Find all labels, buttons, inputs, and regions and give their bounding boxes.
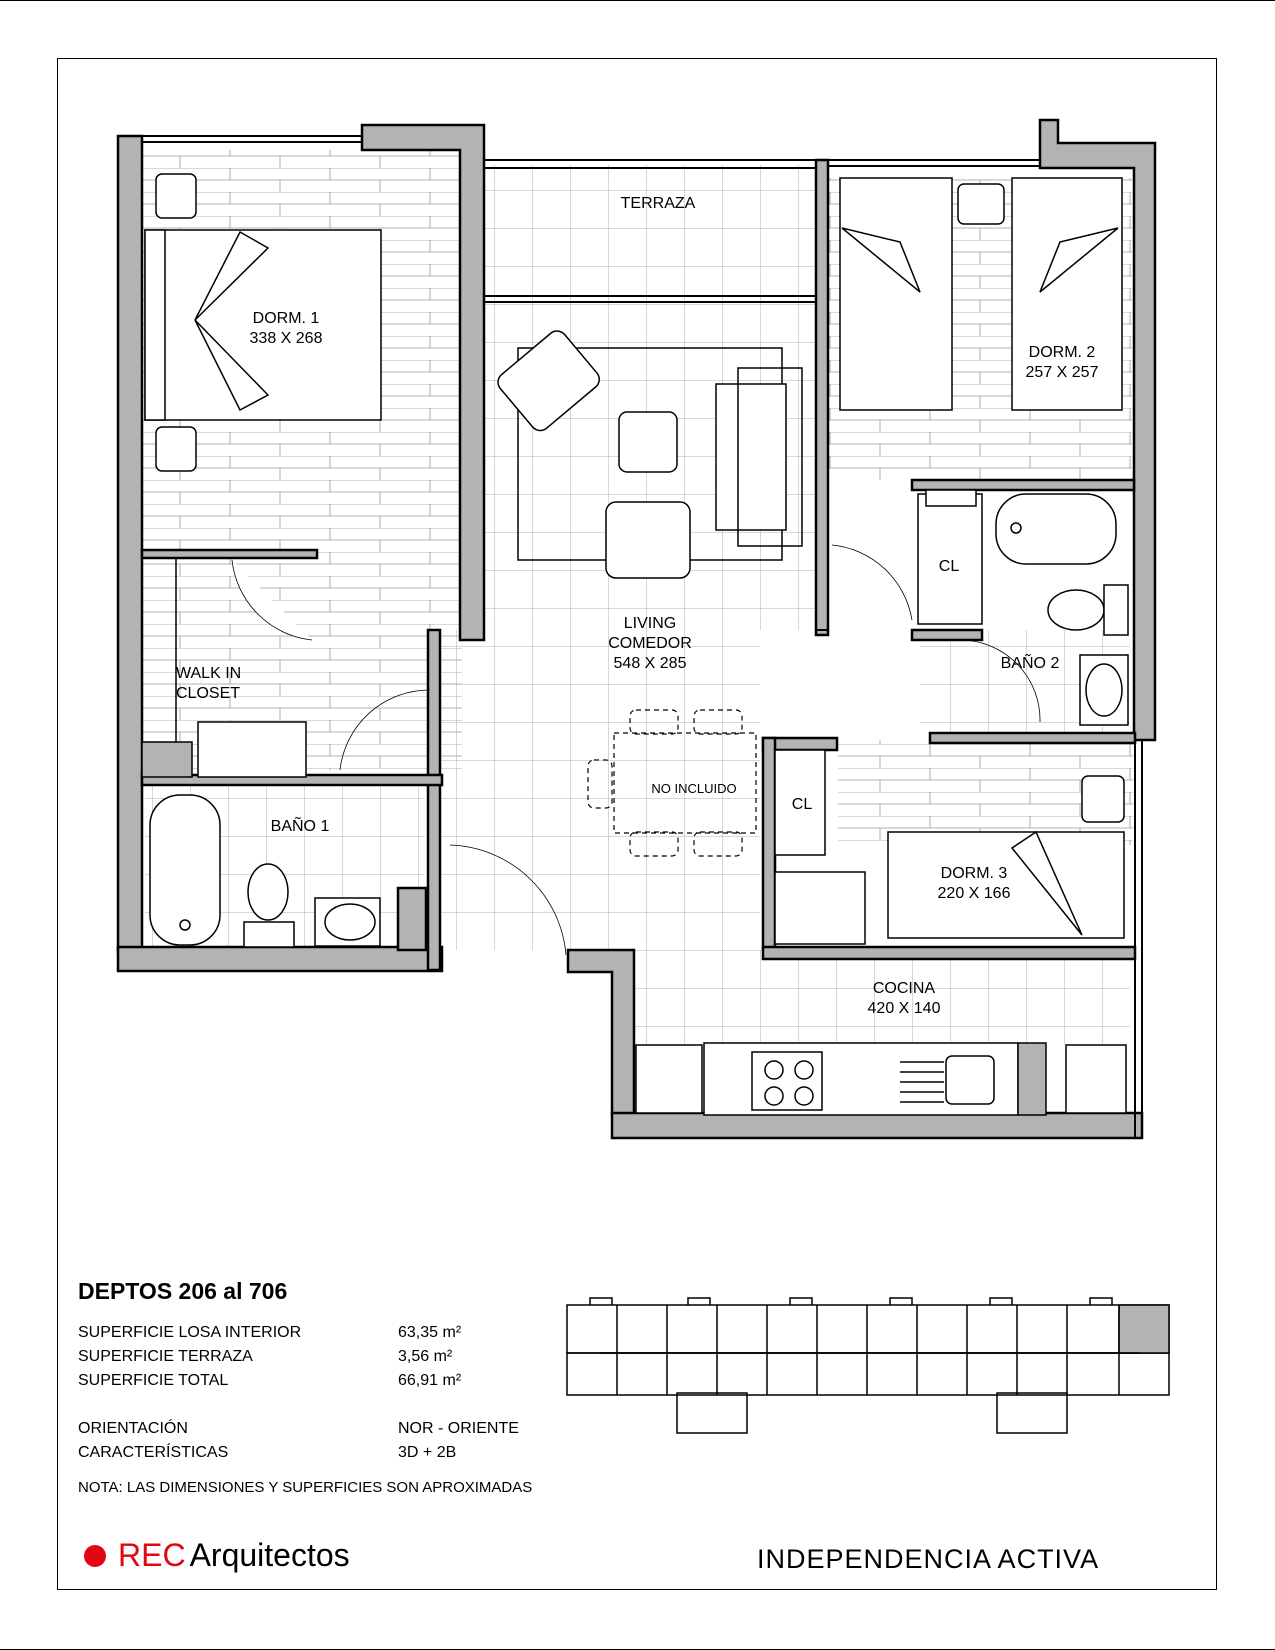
label-bano1: BAÑO 1 [270,818,330,835]
wall-kitchen-north [763,947,1135,959]
key-plan-highlight-unit [1119,1305,1169,1353]
dorm2-window-top [828,160,1040,166]
dorm1-window-top [142,136,362,142]
label-dorm3-name: DORM. 3 [940,865,1008,882]
east-facade-line [1135,740,1142,1138]
label-no-incluido: NO INCLUIDO [651,781,737,796]
bathtub-2-drain [1011,523,1021,533]
label-walkin-1: WALK IN [176,665,242,682]
info-label: CARACTERÍSTICAS [78,1444,229,1461]
toilet-2 [1048,590,1104,630]
key-plan-south-wing [567,1353,1169,1395]
key-plan-dividers [617,1305,1119,1395]
project-name: INDEPENDENCIA ACTIVA [757,1544,1100,1574]
label-comedor: COMEDOR [608,635,692,652]
single-bed-1 [840,178,952,410]
info-label: ORIENTACIÓN [78,1420,188,1437]
toilet-1 [248,864,288,920]
info-value: 3D + 2B [398,1444,457,1461]
wall-cl2-bottom [912,630,982,640]
info-value: 3,56 m² [398,1348,453,1365]
closet-shelf [198,722,306,777]
label-cl-2: CL [791,796,813,813]
label-terraza: TERRAZA [620,195,696,212]
key-plan-north-wing [567,1305,1169,1353]
label-dorm3-size: 220 X 166 [937,885,1011,902]
nightstand-4 [1082,776,1124,822]
burner-3 [765,1087,783,1105]
sink-2-basin [1086,664,1122,716]
sink-1-basin [325,904,375,940]
info-row [78,1321,538,1345]
label-walkin-2: CLOSET [176,685,241,702]
wall-kitchen-west [568,950,634,1115]
label-living-size: 548 X 285 [613,655,687,672]
terraza-floor [484,165,816,300]
info-label: SUPERFICIE TOTAL [78,1372,229,1389]
label-dorm2-name: DORM. 2 [1028,344,1096,361]
coffee-table [619,412,677,472]
key-plan-bumps-top [590,1298,1112,1305]
fridge [636,1045,702,1113]
wall-living-dorm2 [816,160,828,635]
bathtub-1-drain [180,920,190,930]
label-dorm2-size: 257 X 257 [1025,364,1099,381]
info-label: SUPERFICIE LOSA INTERIOR [78,1324,302,1341]
info-value: 66,91 m² [398,1372,462,1389]
spacer [78,1393,538,1417]
key-plan [567,1298,1169,1433]
key-plan-core-right [997,1393,1067,1433]
disclaimer-note: NOTA: LAS DIMENSIONES Y SUPERFICIES SON APROXIMADAS [78,1479,533,1496]
info-row [78,1417,538,1441]
brand-rec: REC [118,1537,186,1573]
kitchen-column [1018,1043,1046,1115]
info-row [78,1345,538,1369]
unit-title: DEPTOS 206 al 706 [78,1278,288,1304]
bed-headboard [145,230,165,420]
label-cl-1: CL [938,558,960,575]
wall-walkin-top [142,550,317,558]
armchair-1 [606,502,690,578]
toilet-2-tank [1104,585,1128,635]
wall-bano1-east-stub [398,888,426,950]
wall-dorm3-west [763,738,775,948]
toilet-1-tank [244,922,294,947]
info-label: SUPERFICIE TERRAZA [78,1348,253,1365]
label-dorm1-name: DORM. 1 [252,310,320,327]
burner-2 [795,1061,813,1079]
brand-dot-icon [84,1545,106,1567]
unit-info [78,1278,538,1496]
wall-corridor-west [428,630,440,970]
kitchen-floor [630,950,1130,1045]
door-swing-dorm2 [832,545,912,620]
info-value: 63,35 m² [398,1324,462,1341]
walkin-wall-seg [142,742,192,777]
label-cocina-size: 420 X 140 [867,1000,941,1017]
wall-kitchen-south [612,1113,1142,1138]
brand-name: Arquitectos [189,1537,350,1573]
label-living: LIVING [623,615,677,632]
cabinet-cl3 [775,872,865,944]
key-plan-core-left [677,1393,747,1433]
nightstand-1 [156,174,196,218]
info-value: NOR - ORIENTE [398,1420,519,1437]
brand-logo [84,1537,350,1574]
wall-dorm1-west [118,136,142,952]
nightstand-3 [958,184,1004,224]
wall-bano1-south [118,947,442,971]
label-dorm1-size: 338 X 268 [249,330,323,347]
burner-4 [795,1087,813,1105]
label-bano2: BAÑO 2 [1000,655,1060,672]
label-cocina-name: COCINA [872,980,936,997]
kitchen-sink [946,1056,994,1104]
burner-1 [765,1061,783,1079]
wall-bano2-south [930,733,1135,743]
wall-bano2-north [912,480,1134,490]
info-row [78,1441,538,1465]
sofa [716,384,786,530]
washer [1066,1045,1126,1113]
cl2-shelf [926,490,976,506]
nightstand-2 [156,427,196,471]
info-row [78,1369,538,1393]
